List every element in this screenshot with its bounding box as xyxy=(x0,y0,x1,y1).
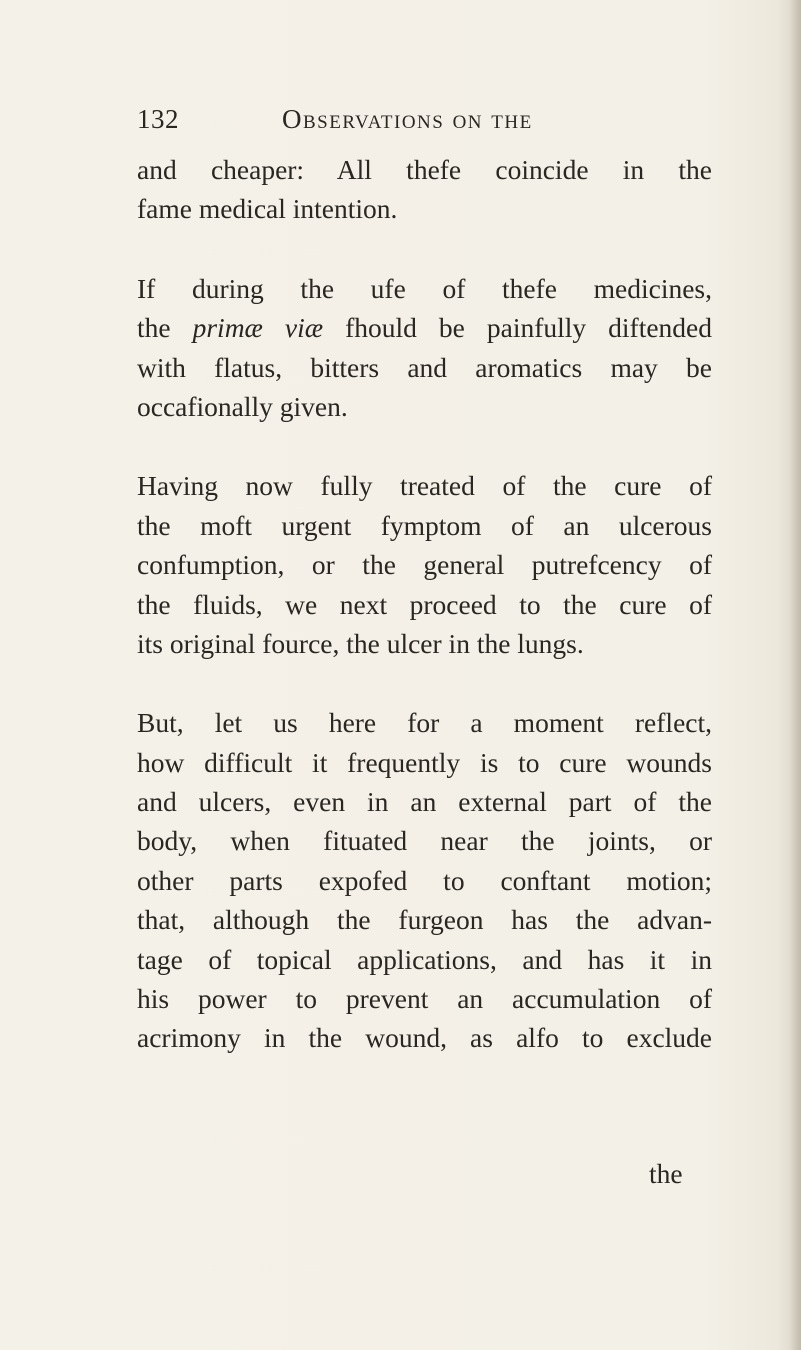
text-line: occafionally given. xyxy=(137,390,348,422)
text-line: that, although the furgeon has the advan- xyxy=(137,904,712,936)
text-line: the moft urgent fymptom of an ulcerous xyxy=(137,509,712,541)
text-line: If during the ufe of thefe medicines, xyxy=(137,272,712,304)
page-edge-shadow xyxy=(789,0,801,1350)
paragraph-gap xyxy=(137,229,712,269)
text-line: Having now fully treated of the cure of xyxy=(137,470,712,502)
catchword: the xyxy=(649,1158,683,1189)
text-line: body, when fituated near the joints, or xyxy=(137,825,712,857)
text-line: and ulcers, even in an external part of the xyxy=(137,786,712,818)
text-line: the fluids, we next proceed to the cure of xyxy=(137,588,712,620)
line-suffix: fhould be painfully diftended xyxy=(323,312,713,344)
text-line: But, let us here for a moment reflect, xyxy=(137,707,712,739)
text-line: how difficult it frequently is to cure wounds xyxy=(137,746,712,778)
text-line: confumption, or the general putrefcency of xyxy=(137,549,712,581)
text-line: other parts expofed to conftant motion; xyxy=(137,864,712,896)
text-line: tage of topical applications, and has it in xyxy=(137,943,712,975)
text-line: acrimony in the wound, as alfo to exclude xyxy=(137,1022,712,1054)
text-line: with flatus, bitters and aromatics may be xyxy=(137,351,712,383)
paragraph-gap xyxy=(137,426,712,466)
text-line: his power to prevent an accumulation of xyxy=(137,983,712,1015)
italic-phrase: primæ viæ xyxy=(192,312,324,344)
running-head: Observations on the xyxy=(282,104,533,134)
text-line: its original fource, the ulcer in the lungs. xyxy=(137,627,584,659)
page-header xyxy=(137,104,617,144)
text-line: and cheaper: All thefe coincide in the xyxy=(137,154,712,185)
text-line: fame medical intention. xyxy=(137,193,398,225)
text-line-with-italic xyxy=(137,308,712,347)
body-text xyxy=(137,150,712,1058)
paragraph-gap xyxy=(137,663,712,703)
page-number: 132 xyxy=(137,104,179,134)
line-prefix: the xyxy=(137,312,193,344)
